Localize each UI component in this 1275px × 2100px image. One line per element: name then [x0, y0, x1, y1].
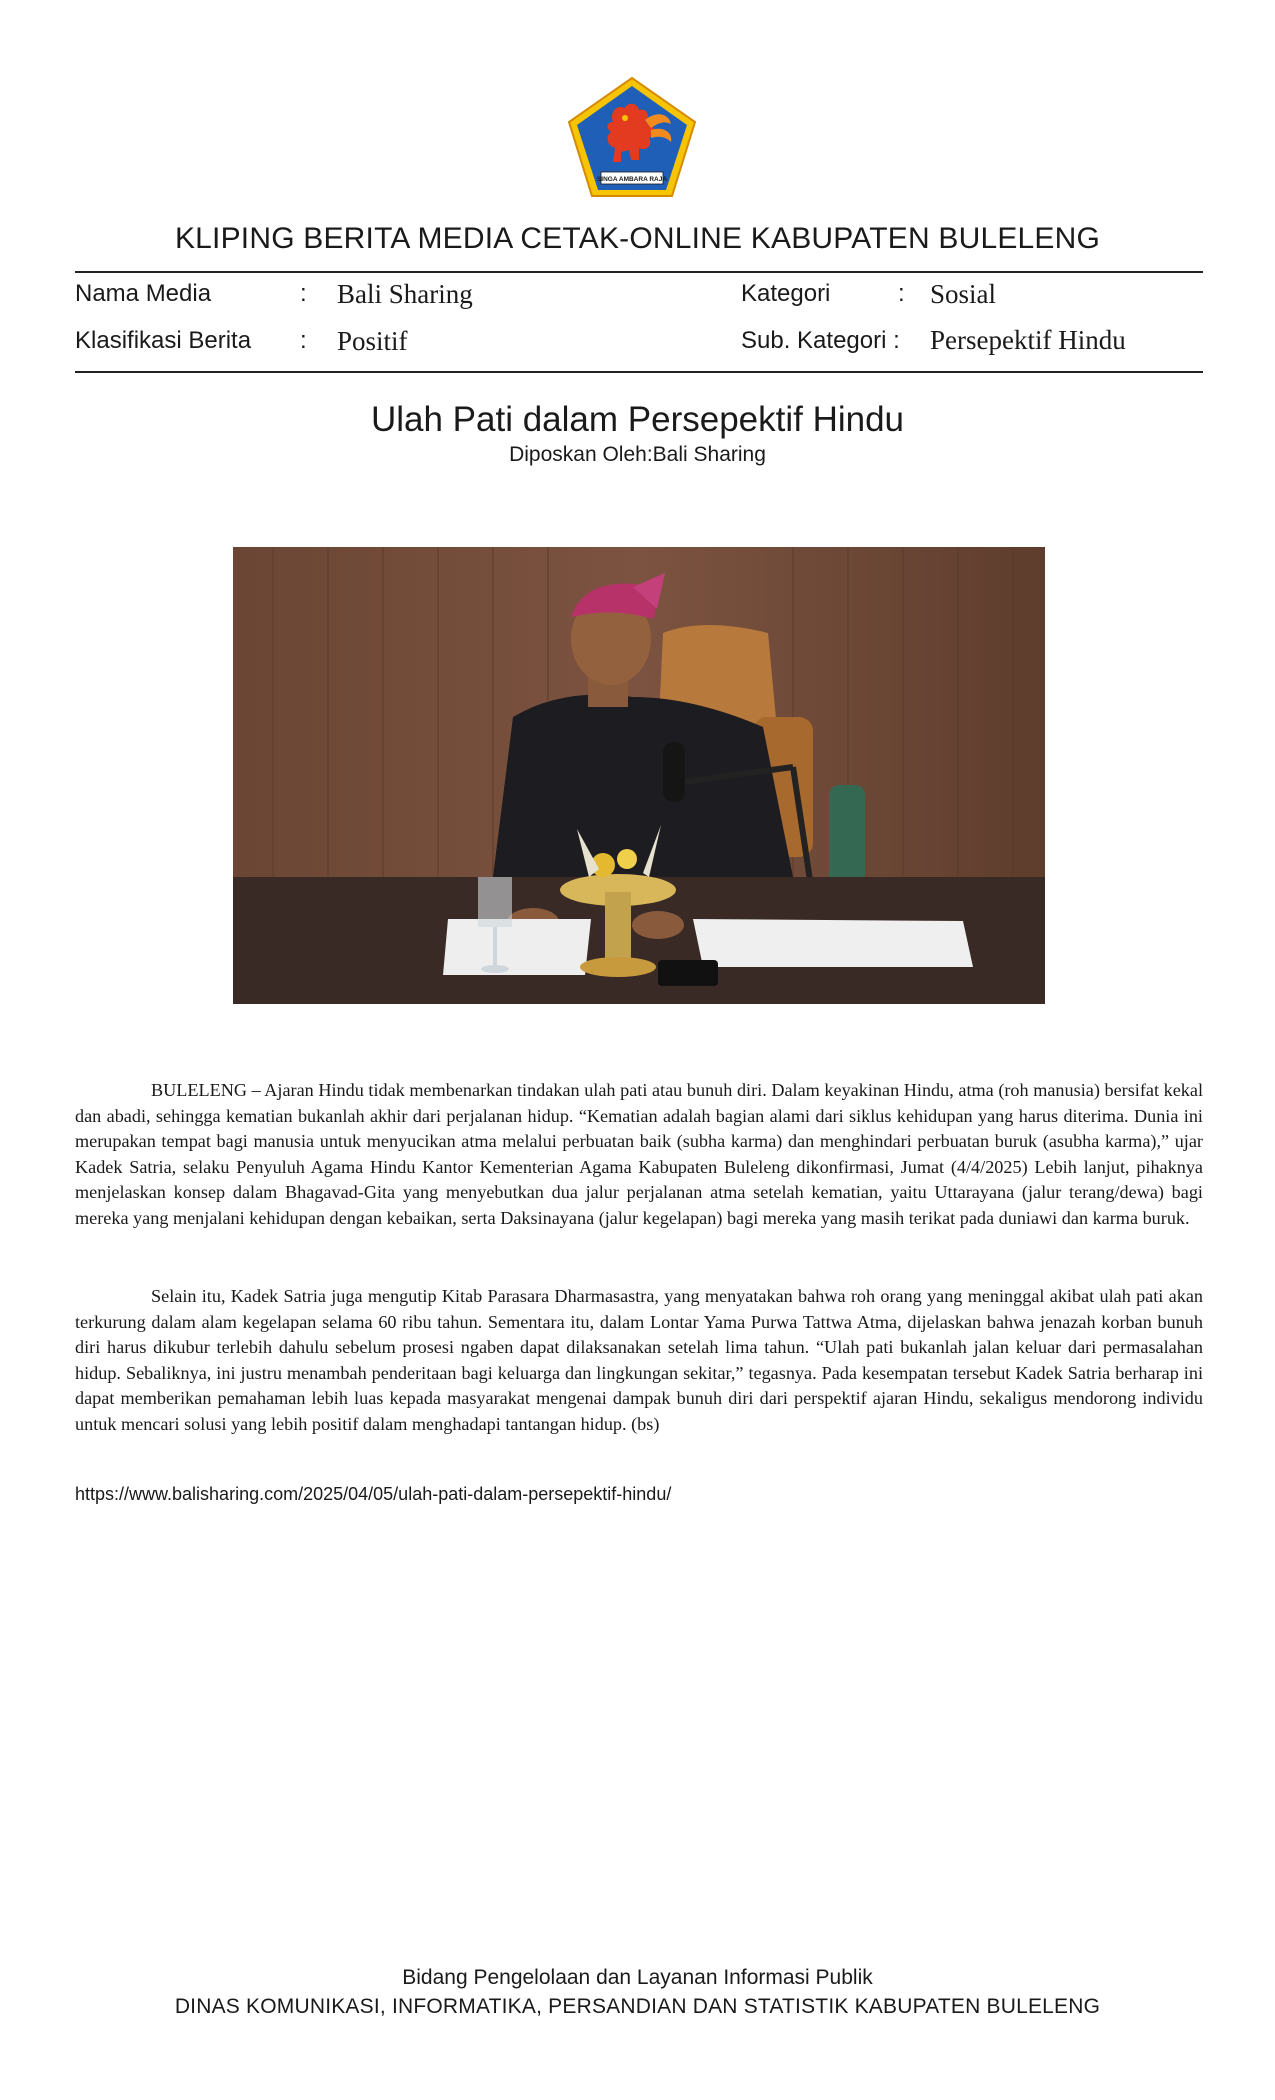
- article-paragraph-1: BULELENG – Ajaran Hindu tidak membenarkan tindakan ulah pati atau bunuh diri. Dalam keyakinan Hindu, atma (roh manusia) bersifat kekal dan abadi, sehingga kematian bukanlah akhir dari perjalanan hidup. “Kematian adalah bagian alami dari siklus kehidupan yang harus diterima. Dunia ini merupakan tempat bagi manusia untuk menyucikan atma melalui perbuatan baik (subha karma) dan menghindari perbuatan buruk (asubha karma),” ujar Kadek Satria, selaku Penyuluh Agama Hindu Kantor Kementerian Agama Kabupaten Buleleng dikonfirmasi, Jumat (4/4/2025) Lebih lanjut, pihaknya menjelaskan konsep dalam Bhagavad-Gita yang menyebutkan dua jalur perjalanan atma setelah kematian, yaitu Uttarayana (jalur terang/dewa) bagi mereka yang menjalani kehidupan dengan kebaikan, serta Daksinayana (jalur kegelapan) bagi mereka yang masih terikat pada duniawi dan karma buruk.: [75, 1080, 1203, 1228]
- media-label: Nama Media: [75, 280, 212, 307]
- media-colon: :: [300, 280, 307, 307]
- kategori-value: Sosial: [930, 279, 997, 309]
- kategori-colon: :: [898, 280, 905, 307]
- crest-motto: SINGA AMBARA RAJA: [596, 176, 668, 183]
- footer-department: Bidang Pengelolaan dan Layanan Informasi Publik: [402, 1966, 873, 1989]
- klasifikasi-label: Klasifikasi Berita: [75, 327, 252, 354]
- kategori-label: Kategori: [741, 280, 831, 307]
- klasifikasi-value: Positif: [337, 326, 408, 356]
- article-byline: Diposkan Oleh:Bali Sharing: [509, 443, 766, 466]
- kabupaten-crest-icon: [565, 74, 699, 200]
- source-url[interactable]: https://www.balisharing.com/2025/04/05/ulah-pati-dalam-persepektif-hindu/: [75, 1484, 672, 1504]
- article-title: Ulah Pati dalam Persepektif Hindu: [370, 400, 905, 439]
- footer-agency: DINAS KOMUNIKASI, INFORMATIKA, PERSANDIAN DAN STATISTIK KABUPATEN BULELENG: [174, 1995, 1101, 2018]
- klasifikasi-colon: :: [300, 327, 307, 354]
- header-bottom-rule: [75, 371, 1203, 373]
- media-value: Bali Sharing: [337, 279, 473, 309]
- subkategori-value: Persepektif Hindu: [930, 325, 1126, 355]
- article-photo: [233, 547, 1045, 1004]
- clipping-header-title: KLIPING BERITA MEDIA CETAK-ONLINE KABUPATEN BULELENG: [174, 222, 1101, 255]
- header-top-rule: [75, 271, 1203, 273]
- subkategori-label: Sub. Kategori :: [741, 327, 900, 354]
- article-paragraph-2: Selain itu, Kadek Satria juga mengutip Kitab Parasara Dharmasastra, yang menyatakan bahwa roh orang yang meninggal akibat ulah pati akan terkurung dalam alam kegelapan selama 60 ribu tahun. Sementara itu, dalam Lontar Yama Purwa Tattwa Atma, dijelaskan bahwa jenazah korban bunuh diri harus dikubur terlebih dahulu sebelum prosesi ngaben dapat dilaksanakan setelah lima tahun. “Ulah pati bukanlah jalan keluar dari permasalahan hidup. Sebaliknya, ini justru menambah penderitaan bagi keluarga dan lingkungan sekitar,” tegasnya. Pada kesempatan tersebut Kadek Satria berharap ini dapat memberikan pemahaman lebih luas kepada masyarakat mengenai dampak bunuh diri dari perspektif ajaran Hindu, sekaligus mendorong individu untuk mencari solusi yang lebih positif dalam menghadapi tantangan hidup. (bs): [75, 1286, 1203, 1434]
